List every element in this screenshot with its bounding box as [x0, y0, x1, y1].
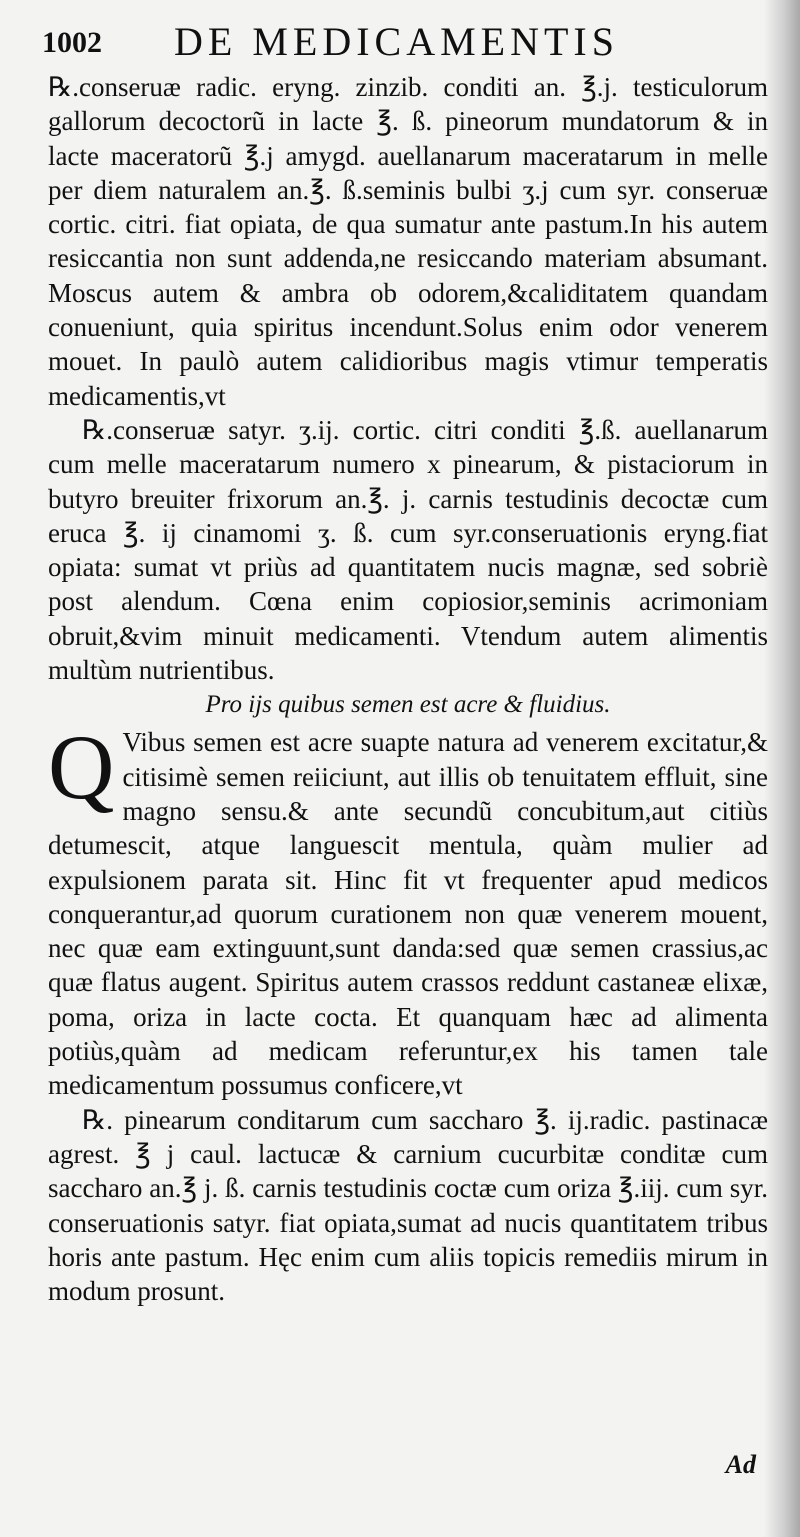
running-title: DE MEDICAMENTIS: [174, 19, 619, 64]
drop-cap-initial: Q: [48, 716, 115, 819]
chapter-paragraph: [48, 716, 768, 1102]
page-number: 1002: [42, 26, 102, 59]
body-text: [48, 70, 768, 1308]
recipe-paragraph-1: ℞.conseruæ radic. eryng. zinzib. conditi an. ℥.j. testiculorum gallorum decoctorũ in lacte ℥. ß. pineorum mundatorum & in lacte maceratorũ ℥.j amygd. auellanarum maceratarum in melle per diem naturalem an.℥. ß.seminis bulbi ʒ.j cum syr. conseruæ cortic. citri. fiat opiata, de qua sumatur ante pastum.In his autem resiccantia non sunt addenda,ne resiccando materiam absumant. Moscus autem & ambra ob odorem,&caliditatem quandam conueniunt, quia spiritus incendunt.Solus enim odor venerem mouet. In paulò autem calidioribus magis vtimur temperatis medicamentis,vt: [48, 72, 768, 411]
catchword: Ad: [725, 1450, 756, 1479]
chapter-paragraph-text: Vibus semen est acre suapte natura ad venerem excitatur,& citisimè semen reiiciunt, aut illis ob tenuitatem effluit, sine magno sensu.& ante secundũ concubitum,aut citiùs detumescit, atque languescit mentula, quàm mulier ad expulsionem parata sit. Hinc fit vt frequenter apud medicos conquerantur,ad quorum curationem non quæ venerem mouent, nec quæ eam extinguunt,sunt danda:sed quæ semen crassius,ac quæ flatus augent. Spiritus autem crassos reddunt castaneæ elixæ, poma, oriza in lacte cocta. Et quanquam hæc ad alimenta potiùs,quàm ad medicam referuntur,ex his tamen tale medicamentum possumus conficere,vt: [48, 727, 768, 1101]
recipe-paragraph-3: ℞. pinearum conditarum cum saccharo ℥. ij.radic. pastinacæ agrest. ℥ j caul. lactucæ & carnium cucurbitæ conditæ cum saccharo an.℥ j. ß. carnis testudinis coctæ cum oriza ℥.iij. cum syr. conseruationis satyr. fiat opiata,sumat ad nucis quantitatem tribus horis ante pastum. Hęc enim cum aliis topicis remediis mirum in modum prosunt.: [48, 1104, 768, 1307]
recipe-paragraph-2: ℞.conseruæ satyr. ʒ.ij. cortic. citri conditi ℥.ß. auellanarum cum melle maceratarum numero x pinearum, & pistaciorum in butyro breuiter frixorum an.℥. j. carnis testudinis decoctæ cum eruca ℥. ij cinamomi ʒ. ß. cum syr.conseruationis eryng.fiat opiata: sumat vt priùs ad quantitatem nucis magnæ, sed sobriè post alendum. Cœna enim copiosior,seminis acrimoniam obruit,&vim minuit medicamenti. Vtendum autem alimentis multùm nutrientibus.: [48, 414, 768, 686]
page-header: [42, 18, 762, 68]
section-heading: Pro ijs quibus semen est acre & fluidius.: [205, 691, 611, 719]
page-edge-shadow: [764, 0, 800, 1537]
